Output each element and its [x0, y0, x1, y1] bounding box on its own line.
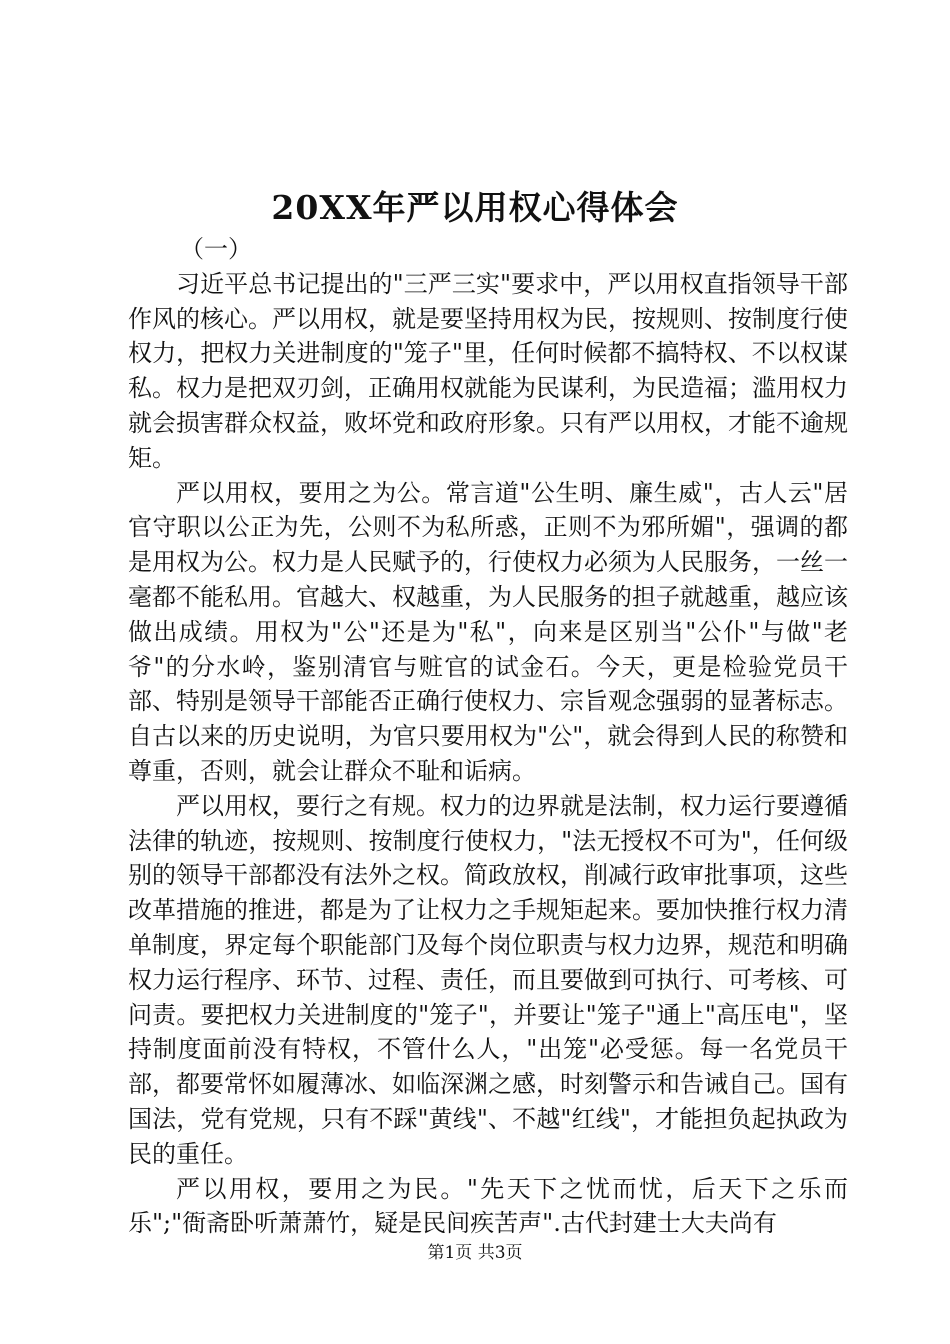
paragraph-follow-rules: 严以用权，要行之有规。权力的边界就是法制，权力运行要遵循法律的轨迹，按规则、按制度行使权力，"法无授权不可为"，任何级别的领导干部都没有法外之权。简政放权，削减行政审批事项，这些改革措施的推进，都是为了让权力之手规矩起来。要加快推行权力清单制度，界定每个职能部门及每个岗位职责与权力边界，规范和明确权力运行程序、环节、过程、责任，而且要做到可执行、可考核、可问责。要把权力关进制度的"笼子"，并要让"笼子"通上"高压电"，坚持制度面前没有特权，不管什么人，"出笼"必受惩。每一名党员干部，都要常怀如履薄冰、如临深渊之感，时刻警示和告诫自己。国有国法，党有党规，只有不踩"黄线"、不越"红线"，才能担负起执政为民的重任。 [128, 791, 848, 1168]
paragraph-use-for-public: 严以用权，要用之为公。常言道"公生明、廉生威"，古人云"居官守职以公正为先，公则不为私所惑，正则不为邪所媚"，强调的都是用权为公。权力是人民赋予的，行使权力必须为人民服务，一丝一毫都不能私用。官越大、权越重，为人民服务的担子就越重，越应该做出成绩。用权为"公"还是为"私"，向来是区别当"公仆"与做"老爷"的分水岭，鉴别清官与赃官的试金石。今天，更是检验党员干部、特别是领导干部能否正确行使权力、宗旨观念强弱的显著标志。自古以来的历史说明，为官只要用权为"公"，就会得到人民的称赞和尊重，否则，就会让群众不耻和诟病。 [128, 478, 848, 785]
page-footer: 第1页 共3页 [427, 1243, 523, 1263]
document-title: 20XX年严以用权心得体会 [271, 188, 679, 227]
document-body [128, 232, 848, 1241]
section-marker: （一） [180, 235, 252, 263]
paragraph-use-for-people: 严以用权，要用之为民。"先天下之忧而忧，后天下之乐而乐";"衙斋卧听萧萧竹，疑是民间疾苦声".古代封建士大夫尚有 [128, 1174, 848, 1238]
paragraph-intro: 习近平总书记提出的"三严三实"要求中，严以用权直指领导干部作风的核心。严以用权，就是要坚持用权为民，按规则、按制度行使权力，把权力关进制度的"笼子"里，任何时候都不搞特权、不以权谋私。权力是把双刃剑，正确用权就能为民谋利，为民造福；滥用权力就会损害群众权益，败坏党和政府形象。只有严以用权，才能不逾规矩。 [128, 269, 848, 472]
